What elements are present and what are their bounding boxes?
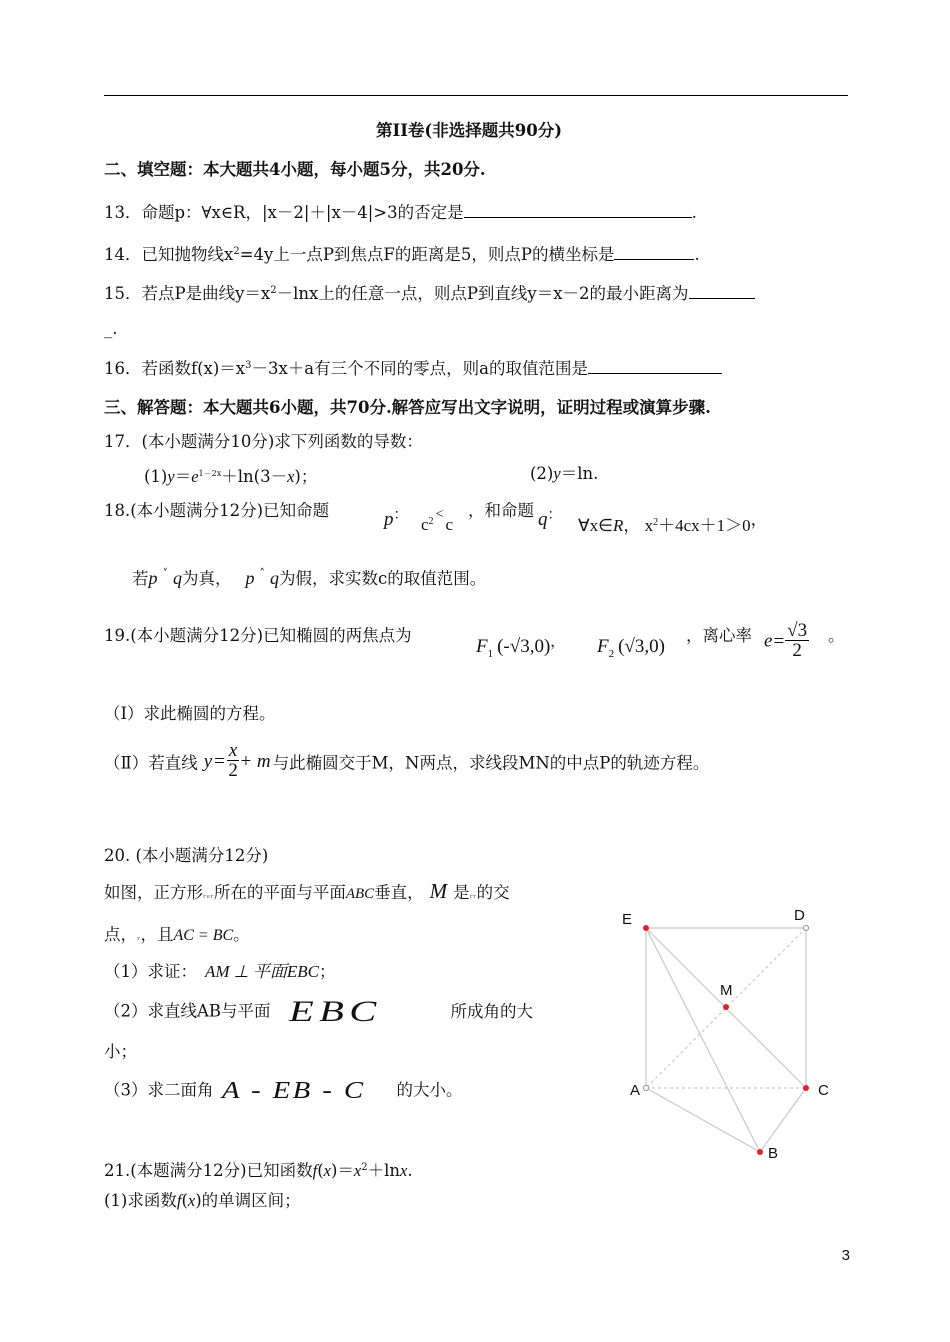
q17-part2 <box>530 463 598 485</box>
q19-sep: ， <box>550 634 566 650</box>
q17-p1-y: y <box>167 467 175 486</box>
q18-l2-b: 为真， <box>182 569 232 588</box>
q21-head-f: f <box>312 1161 318 1180</box>
q16-post: －3x＋a有三个不同的零点，则a的取值范围是 <box>251 359 588 378</box>
q21-head-x2: x <box>353 1161 362 1180</box>
q18-c2sup: 2 <box>428 516 434 527</box>
q18-forall: ∀x∈ <box>578 516 613 535</box>
q21-s1-x: x <box>187 1191 196 1210</box>
point-A <box>643 1085 648 1090</box>
q14-pre: 14．已知抛物线x <box>104 245 234 264</box>
q19-p2-frac <box>227 742 239 781</box>
point-C <box>803 1085 809 1091</box>
q19-p2-b: 与此椭圆交于M，N两点，求线段MN的中点P的轨迹方程。 <box>272 753 710 773</box>
q19-F2-var: F <box>597 636 609 657</box>
q20-line2 <box>104 924 250 949</box>
q21-s1-f: f <box>176 1191 182 1210</box>
q19-F2 <box>597 636 665 665</box>
q21-head-c: )＝ <box>330 1161 354 1180</box>
label-C: C <box>818 1082 829 1099</box>
q20-sub2 <box>104 994 534 1028</box>
q18-q-var: q <box>538 509 548 530</box>
q14-end: . <box>694 245 700 264</box>
label-M: M <box>720 982 733 999</box>
edge-EB <box>646 928 760 1152</box>
point-B <box>757 1149 763 1155</box>
q20-sub3 <box>104 1077 463 1104</box>
q18-line1 <box>104 500 329 522</box>
q20-head: 20. (本小题满分12分) <box>104 846 269 865</box>
q17-part1 <box>144 463 317 488</box>
q17-p1-sup: 1－2x <box>198 469 222 478</box>
q20-s3-big: A - EB - C <box>221 1077 365 1104</box>
q19-part1: （Ⅰ）求此椭圆的方程。 <box>104 704 276 723</box>
q20-l1-e: 的交 <box>476 883 510 902</box>
q21-head-x: x <box>323 1161 331 1180</box>
q18-colon1: ： <box>393 508 408 523</box>
q21-head-sup: 2 <box>361 1162 368 1173</box>
q21-head-d: ＋ln <box>367 1161 401 1180</box>
label-D: D <box>794 907 805 924</box>
q20-l1-c: 垂直， <box>374 883 424 902</box>
q21-head-end: . <box>407 1161 413 1180</box>
q17-p1-rest: ＋ln(3－ <box>221 467 288 486</box>
q18-l2-and: ˄ <box>259 567 265 580</box>
page-number: 3 <box>841 1247 850 1264</box>
q19-p2-a: （Ⅱ）若直线 <box>104 753 198 773</box>
q18-l2-p2: p <box>245 568 255 588</box>
q20-sub2-cont: 小； <box>104 1042 137 1061</box>
part2-heading: 二、填空题：本大题共4小题，每小题5分，共20分. <box>104 160 486 179</box>
q20-square-label: ᵣₑᵣ <box>203 890 214 901</box>
q20-l1-d: 是 <box>453 883 470 902</box>
label-B: B <box>768 1145 779 1162</box>
q17-p1-eq: ＝ <box>174 467 192 486</box>
q14-blank <box>614 243 694 260</box>
q18-l2-q: q <box>173 568 182 588</box>
q18-c2: c <box>421 515 429 534</box>
part3-heading: 三、解答题：本大题共6小题，共70分.解答应写出文字说明，证明过程或演算步骤. <box>104 398 711 417</box>
q16-sup: 3 <box>245 360 252 371</box>
q20-pt-label: ᵣ <box>137 932 141 943</box>
q19-e-var: e <box>764 630 773 652</box>
q18-q <box>538 509 562 533</box>
q20-s3-b: 的大小。 <box>396 1080 463 1100</box>
question-16 <box>104 355 722 380</box>
q20-s1-b: AM ⊥ 平面EBC <box>205 962 319 981</box>
section-title: 第II卷(非选择题共90分) <box>376 121 563 140</box>
q15-sup: 2 <box>270 285 277 296</box>
q19-F1-val: (-√3,0) <box>497 636 551 657</box>
question-13 <box>104 201 697 224</box>
q20-s2-b: 所成角的大 <box>450 1001 534 1021</box>
q19-ecc: ，离心率 <box>686 626 752 645</box>
q16-pre: 16．若函数f(x)＝x <box>104 359 246 378</box>
q13-blank <box>464 201 692 218</box>
q15-post: －lnx上的任意一点，则点P到直线y＝x－2的最小距离为 <box>276 284 689 303</box>
q20-sub1 <box>104 961 335 983</box>
q18-ineq: ＋4cx＋1＞0 <box>658 516 751 535</box>
q21-head-a: 21.(本题满分12分)已知函数 <box>104 1161 313 1180</box>
q19-F2-sub: 2 <box>608 647 615 660</box>
q21-s1-b: ( <box>181 1191 188 1210</box>
q17-p1-label: (1) <box>144 467 168 486</box>
geometry-figure <box>600 900 850 1170</box>
q18-xsup: 2 <box>653 517 659 528</box>
q18-l2-c: 为假，求实数c的取值范围。 <box>279 569 487 588</box>
q18-mid: ，和命题 <box>468 501 534 520</box>
q19-e-den: 2 <box>792 640 802 661</box>
q17-p1-x: x <box>287 467 295 486</box>
label-E: E <box>622 911 633 928</box>
q18-l2-or: ˅ <box>162 567 168 580</box>
q19-p2-num: x <box>228 740 238 761</box>
q21-head <box>104 1157 413 1182</box>
q21-s1-c: )的单调区间； <box>195 1191 301 1210</box>
q15-blank <box>689 282 755 299</box>
point-M <box>723 1004 729 1010</box>
q14-post: =4y上一点P到焦点F的距离是5，则点P的横坐标是 <box>239 245 615 264</box>
q18-l2-q2: q <box>270 568 279 588</box>
q18-R: R <box>612 516 624 535</box>
q18-l2-a: 若 <box>132 569 149 588</box>
q20-l1-a: 如图，正方形 <box>104 883 203 902</box>
q21-head-x3: x <box>400 1161 408 1180</box>
point-D <box>803 925 808 930</box>
q19-end: 。 <box>828 626 845 645</box>
q19-p2-den: 2 <box>228 760 238 781</box>
question-14 <box>104 241 700 266</box>
q20-diag-label: ᵣᵣ <box>469 890 477 901</box>
q20-l1-abc: ABC <box>345 886 375 902</box>
q20-s1-a: （1）求证： <box>104 962 197 981</box>
q20-s1-end: ； <box>318 962 336 981</box>
q17-p1-e: e <box>191 467 199 486</box>
top-rule <box>104 95 848 96</box>
q19-F1 <box>476 636 565 665</box>
q14-sup: 2 <box>233 246 240 257</box>
q19-e-eq: = <box>773 630 785 652</box>
edge-CB <box>760 1088 806 1152</box>
q18-lt: < <box>435 507 444 522</box>
q18-rest: ， x <box>623 516 654 535</box>
q19-head: 19.(本小题满分12分)已知椭圆的两焦点为 <box>104 626 412 645</box>
q20-l1-M: M <box>429 879 448 903</box>
q19-F2-val: (√3,0) <box>618 636 665 657</box>
q20-s3-a: （3）求二面角 <box>104 1080 214 1100</box>
label-A: A <box>630 1082 641 1099</box>
point-E <box>643 925 649 931</box>
q15-pre: 15．若点P是曲线y＝x <box>104 284 271 303</box>
q19-e <box>764 622 809 661</box>
q18-l2-p: p <box>148 568 158 588</box>
q18-ineq1 <box>421 507 453 538</box>
q19-part2 <box>104 742 709 781</box>
q16-blank <box>588 357 722 374</box>
q17-head: 17．(本小题满分10分)求下列函数的导数： <box>104 432 423 451</box>
q17-p2-y: y <box>553 464 561 483</box>
q19-p2-m: + m <box>239 750 271 772</box>
q19-F1-sub: 1 <box>487 647 494 660</box>
q18-p-var: p <box>384 509 394 530</box>
q20-s2-big: EBC <box>288 994 382 1028</box>
q19-e-frac <box>785 622 809 661</box>
edge-AB <box>646 1088 760 1152</box>
q20-line1 <box>104 880 510 907</box>
q18-ineq2 <box>578 512 768 537</box>
q21-sub1 <box>104 1190 301 1212</box>
q18-line2 <box>132 567 486 592</box>
q17-p2-label: (2) <box>530 464 554 483</box>
q20-l2-end: 。 <box>233 925 250 944</box>
q19-e-num: √3 <box>787 620 808 641</box>
q17-p1-close: )； <box>294 467 318 486</box>
q21-head-b: ( <box>317 1161 324 1180</box>
q20-s2-a: （2）求直线AB与平面 <box>104 1001 271 1021</box>
q15-line2: _. <box>104 319 118 338</box>
q20-l2-a: 点， <box>104 925 137 944</box>
q18-p <box>384 509 408 533</box>
q13-end: . <box>691 203 697 222</box>
q19-F1-var: F <box>476 636 488 657</box>
q18-c: c <box>445 515 453 534</box>
q18-comma: ， <box>750 510 768 529</box>
q20-l2-eq: AC = BC <box>173 927 234 944</box>
q19-p2-y: y <box>203 750 213 772</box>
question-15 <box>104 280 755 305</box>
q20-l2-b: ，且 <box>140 925 174 944</box>
q20-l1-b: 所在的平面与平面 <box>213 883 346 902</box>
q17-p2-rest: ＝ln. <box>560 464 599 483</box>
q13-text: 13．命题p：∀x∈R，|x－2|＋|x－4|>3的否定是 <box>104 203 464 222</box>
q18-colon2: ： <box>547 508 562 523</box>
q19-p2-eq: = <box>214 750 225 772</box>
q18-head: 18.(本小题满分12分)已知命题 <box>104 501 330 520</box>
q21-s1-a: (1)求函数 <box>104 1191 177 1210</box>
